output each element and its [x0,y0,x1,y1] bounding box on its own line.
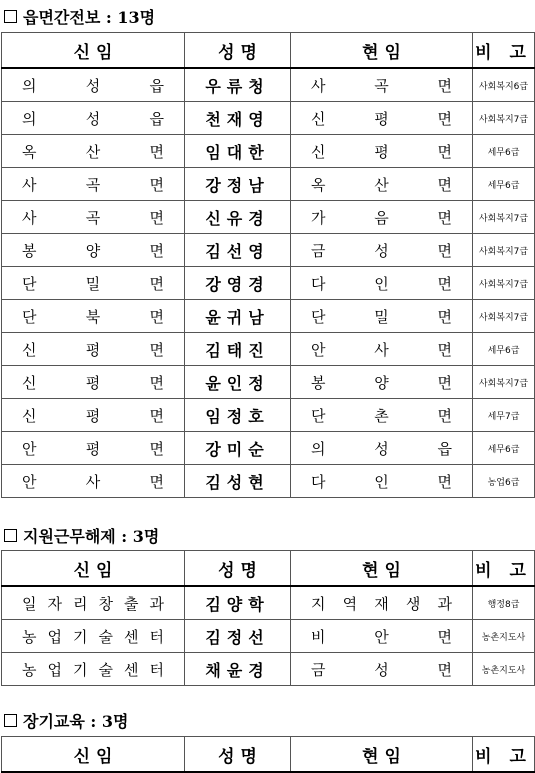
new-post-text: 신 평 면 [22,340,164,359]
header-new-post: 신 임 [2,33,185,69]
header-new-post: 신 임 [2,551,185,587]
cell-current-post [291,102,473,135]
current-post-text: 금 성 면 [311,241,452,260]
cell-name: 김태진 [185,333,291,366]
cell-remark: 행정8급 [473,586,535,620]
personnel-table [1,736,535,773]
table-row [2,399,535,432]
section-title-text: 읍면간전보 : 13명 [23,7,156,27]
table-row [2,135,535,168]
current-post-text: 다 인 면 [311,274,452,293]
current-post-text: 가 음 면 [311,208,452,227]
cell-current-post [291,135,473,168]
checkbox-square-icon [4,10,17,23]
header-name: 성 명 [185,33,291,69]
cell-remark: 사회복지6급 [473,68,535,102]
cell-current-post [291,620,473,653]
section-title-text: 장기교육 : 3명 [23,711,129,731]
table-header-row [2,551,535,587]
current-post-text: 사 곡 면 [311,76,452,95]
header-remark: 비 고 [473,33,535,69]
new-post-text: 의 성 읍 [22,76,164,95]
new-post-text: 봉 양 면 [22,241,164,260]
new-post-text: 농 업 기 술 센 터 [22,660,164,679]
new-post-text: 안 평 면 [22,439,164,458]
table-row [2,68,535,102]
cell-remark: 농업6급 [473,465,535,498]
table-row [2,432,535,465]
new-post-text: 신 평 면 [22,373,164,392]
current-post-text: 안 사 면 [311,340,452,359]
cell-name: 윤귀남 [185,300,291,333]
table-row [2,366,535,399]
current-post-text: 다 인 면 [311,472,452,491]
cell-name: 채윤경 [185,653,291,686]
new-post-text: 신 평 면 [22,406,164,425]
new-post-text: 단 밀 면 [22,274,164,293]
header-current-post: 현 임 [291,737,473,773]
cell-name: 천재영 [185,102,291,135]
cell-remark: 사회복지7급 [473,300,535,333]
cell-new-post [2,366,185,399]
cell-new-post [2,586,185,620]
header-remark: 비 고 [473,737,535,773]
header-remark: 비 고 [473,551,535,587]
cell-remark: 세무6급 [473,168,535,201]
new-post-text: 일 자 리 창 출 과 [22,594,164,613]
checkbox-square-icon [4,714,17,727]
cell-name: 신유경 [185,201,291,234]
cell-new-post [2,135,185,168]
section-title-text: 지원근무해제 : 3명 [23,526,160,546]
checkbox-square-icon [4,529,17,542]
current-post-text: 신 평 면 [311,142,452,161]
cell-remark: 세무6급 [473,135,535,168]
cell-name: 김정선 [185,620,291,653]
current-post-text: 의 성 읍 [311,439,452,458]
cell-name: 김양학 [185,586,291,620]
cell-current-post [291,586,473,620]
cell-name: 우류청 [185,68,291,102]
new-post-text: 단 북 면 [22,307,164,326]
cell-new-post [2,234,185,267]
new-post-text: 안 사 면 [22,472,164,491]
table-row [2,653,535,686]
current-post-text: 단 밀 면 [311,307,452,326]
cell-new-post [2,300,185,333]
new-post-text: 사 곡 면 [22,175,164,194]
current-post-text: 옥 산 면 [311,175,452,194]
cell-name: 윤인정 [185,366,291,399]
cell-remark: 세무7급 [473,399,535,432]
table-header-row [2,737,535,773]
section-title [4,5,155,27]
cell-new-post [2,399,185,432]
section-title [4,524,159,546]
cell-current-post [291,399,473,432]
header-name: 성 명 [185,737,291,773]
cell-remark: 사회복지7급 [473,366,535,399]
cell-new-post [2,620,185,653]
personnel-table [1,32,535,498]
cell-remark: 세무6급 [473,432,535,465]
cell-new-post [2,465,185,498]
table-header-row [2,33,535,69]
header-current-post: 현 임 [291,33,473,69]
cell-new-post [2,102,185,135]
cell-current-post [291,432,473,465]
table-row [2,168,535,201]
cell-remark: 농촌지도사 [473,620,535,653]
current-post-text: 비 안 면 [311,627,452,646]
table-row [2,300,535,333]
cell-current-post [291,68,473,102]
table-row [2,333,535,366]
header-current-post: 현 임 [291,551,473,587]
table-row [2,620,535,653]
cell-current-post [291,300,473,333]
cell-name: 강미순 [185,432,291,465]
cell-name: 김성현 [185,465,291,498]
cell-current-post [291,333,473,366]
cell-new-post [2,201,185,234]
table-row [2,201,535,234]
cell-remark: 사회복지7급 [473,102,535,135]
cell-remark: 사회복지7급 [473,201,535,234]
header-name: 성 명 [185,551,291,587]
cell-remark: 농촌지도사 [473,653,535,686]
cell-name: 임대한 [185,135,291,168]
current-post-text: 봉 양 면 [311,373,452,392]
table-row [2,586,535,620]
table-row [2,465,535,498]
new-post-text: 농 업 기 술 센 터 [22,627,164,646]
cell-name: 강정남 [185,168,291,201]
cell-remark: 세무6급 [473,333,535,366]
cell-current-post [291,653,473,686]
table-row [2,234,535,267]
table-row [2,102,535,135]
cell-remark: 사회복지7급 [473,267,535,300]
cell-new-post [2,68,185,102]
cell-remark: 사회복지7급 [473,234,535,267]
cell-current-post [291,234,473,267]
cell-new-post [2,267,185,300]
cell-current-post [291,267,473,300]
cell-new-post [2,653,185,686]
cell-name: 김선영 [185,234,291,267]
cell-current-post [291,201,473,234]
cell-current-post [291,168,473,201]
current-post-text: 금 성 면 [311,660,452,679]
new-post-text: 의 성 읍 [22,109,164,128]
personnel-table [1,550,535,686]
cell-current-post [291,366,473,399]
section-title [4,709,128,731]
cell-current-post [291,465,473,498]
header-new-post: 신 임 [2,737,185,773]
cell-new-post [2,333,185,366]
table-row [2,267,535,300]
new-post-text: 옥 산 면 [22,142,164,161]
cell-new-post [2,168,185,201]
new-post-text: 사 곡 면 [22,208,164,227]
cell-name: 임정호 [185,399,291,432]
cell-new-post [2,432,185,465]
cell-name: 강영경 [185,267,291,300]
current-post-text: 단 촌 면 [311,406,452,425]
current-post-text: 신 평 면 [311,109,452,128]
current-post-text: 지 역 재 생 과 [311,594,452,613]
